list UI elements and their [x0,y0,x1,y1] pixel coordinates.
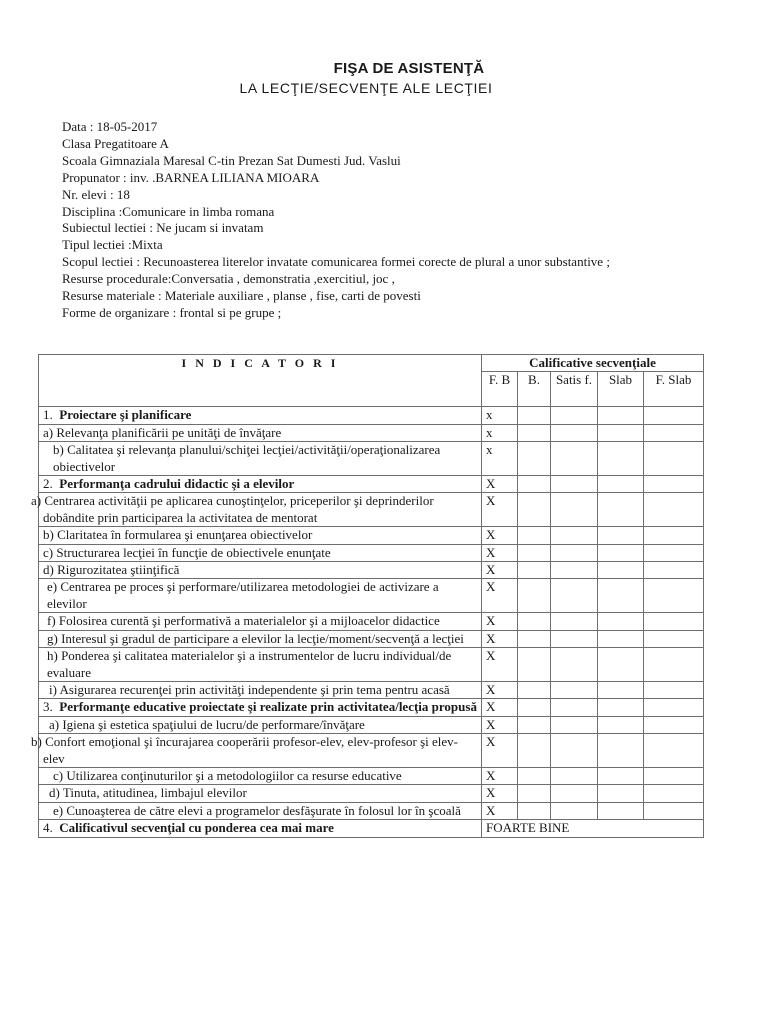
indicator-text: b) Confort emoţional şi încurajarea cooperării profesor-elev, elev-profesor şi elev-elev [39,734,482,768]
rating-col-slab: Slab [598,372,644,407]
indicator-text: a) Igiena şi estetica spaţiului de lucru/de performare/învăţare [39,716,482,733]
rating-mark: x [482,424,518,441]
indicator-text: i) Asigurarea recurenţei prin activităţi independente şi prin tema pentru acasă [39,681,482,698]
rating-mark: x [482,407,518,424]
rating-mark: X [482,648,518,682]
rating-mark: X [482,562,518,579]
rating-col-b: B. [518,372,551,407]
rating-mark: X [482,527,518,544]
info-teacher: Propunator : inv. .BARNEA LILIANA MIOARA [62,169,320,185]
table-row [39,699,704,716]
rating-mark: X [482,802,518,819]
section-title: 3. Performanţe educative proiectate şi realizate prin activitatea/lecţia propusă [39,699,482,716]
indicator-text: e) Cunoaşterea de către elevi a programelor desfăşurate în folosul lor în şcoală [39,802,482,819]
table-row [39,681,704,698]
table-row [39,562,704,579]
table-row [39,802,704,819]
indicator-text: d) Rigurozitatea ştiinţifică [39,562,482,579]
indicators-table [31,354,704,838]
table-row [39,493,704,527]
table-row [39,527,704,544]
rating-mark: X [482,613,518,630]
indicator-text: b) Calitatea şi relevanţa planului/schiţei lecţiei/activităţii/operaţionalizarea obiectivelor [39,442,482,476]
final-rating: FOARTE BINE [482,820,704,837]
info-lesson-goal: Scopul lectiei : Recunoasterea literelor invatate comunicarea formei corecte de plural a unor substantive ; [62,254,610,270]
indicator-text: c) Structurarea lecţiei în funcţie de obiectivele enunţate [39,544,482,561]
rating-mark: X [482,544,518,561]
table-row [39,579,704,613]
table-row [39,785,704,802]
rating-col-satisf: Satis f. [551,372,598,407]
rating-mark: X [482,476,518,493]
rating-mark: X [482,767,518,784]
table-row [39,716,704,733]
rating-mark: x [482,442,518,476]
rating-mark: X [482,734,518,768]
table-row [39,648,704,682]
rating-mark: X [482,699,518,716]
rating-mark: X [482,493,518,527]
lesson-info-block [62,119,762,322]
indicators-header: I N D I C A T O R I [39,355,482,407]
section-title: 1. Proiectare şi planificare [39,407,482,424]
info-lesson-topic: Subiectul lectiei : Ne jucam si invatam [62,220,264,236]
info-class: Clasa Pregatitoare A [62,135,169,151]
rating-mark: X [482,681,518,698]
info-subject: Disciplina :Comunicare in limba romana [62,203,275,219]
info-lesson-type: Tipul lectiei :Mixta [62,237,163,253]
indicator-text: d) Tinuta, atitudinea, limbajul elevilor [39,785,482,802]
indicator-text: f) Folosirea curentă şi performativă a materialelor şi a mijloacelor didactice [39,613,482,630]
indicator-text: a) Relevanţa planificării pe unităţi de învăţare [39,424,482,441]
indicator-text: c) Utilizarea conţinuturilor şi a metodologiilor ca resurse educative [39,767,482,784]
rating-col-fb: F. B [482,372,518,407]
table-row [39,734,704,768]
table-row [39,442,704,476]
info-organization-forms: Forme de organizare : frontal si pe grupe ; [62,304,282,320]
info-material-resources: Resurse materiale : Materiale auxiliare , planse , fise, carti de povesti [62,288,421,304]
indicator-text: h) Ponderea şi calitatea materialelor şi a instrumentelor de lucru individual/de evaluare [39,648,482,682]
indicator-text: g) Interesul şi gradul de participare a elevilor la lecţie/moment/secvenţă a lecţiei [39,630,482,647]
indicator-text: e) Centrarea pe proces şi performare/utilizarea metodologiei de activizare a elevilor [39,579,482,613]
ratings-header: Calificative secvenţiale [482,355,704,372]
info-date: Data : 18-05-2017 [62,119,158,134]
info-student-count: Nr. elevi : 18 [62,186,130,202]
document-subtitle: LA LECŢIE/SECVENŢE ALE LECŢIEI [239,80,493,96]
indicator-text: b) Claritatea în formularea şi enunţarea obiectivelor [39,527,482,544]
document-title: FIŞA DE ASISTENŢĂ [333,60,485,77]
table-row [39,613,704,630]
table-row [39,767,704,784]
info-procedural-resources: Resurse procedurale:Conversatia , demonstratia ,exercitiul, joc , [62,271,395,287]
table-row [39,476,704,493]
table-row [39,424,704,441]
table-header-row [39,355,704,372]
rating-mark: X [482,716,518,733]
table-row [39,820,704,837]
section-title: 2. Performanţa cadrului didactic şi a elevilor [39,476,482,493]
rating-mark: X [482,630,518,647]
rating-mark: X [482,579,518,613]
indicator-text: a) Centrarea activităţii pe aplicarea cunoştinţelor, priceperilor şi deprinderilor dobândite prin participarea la activitatea de mentorat [39,493,482,527]
table-row [39,407,704,424]
table-row [39,630,704,647]
section-title: 4. Calificativul secvenţial cu ponderea cea mai mare [39,820,482,837]
info-school: Scoala Gimnaziala Maresal C-tin Prezan Sat Dumesti Jud. Vaslui [62,152,401,168]
table-row [39,544,704,561]
rating-col-fslab: F. Slab [644,372,704,407]
rating-mark: X [482,785,518,802]
